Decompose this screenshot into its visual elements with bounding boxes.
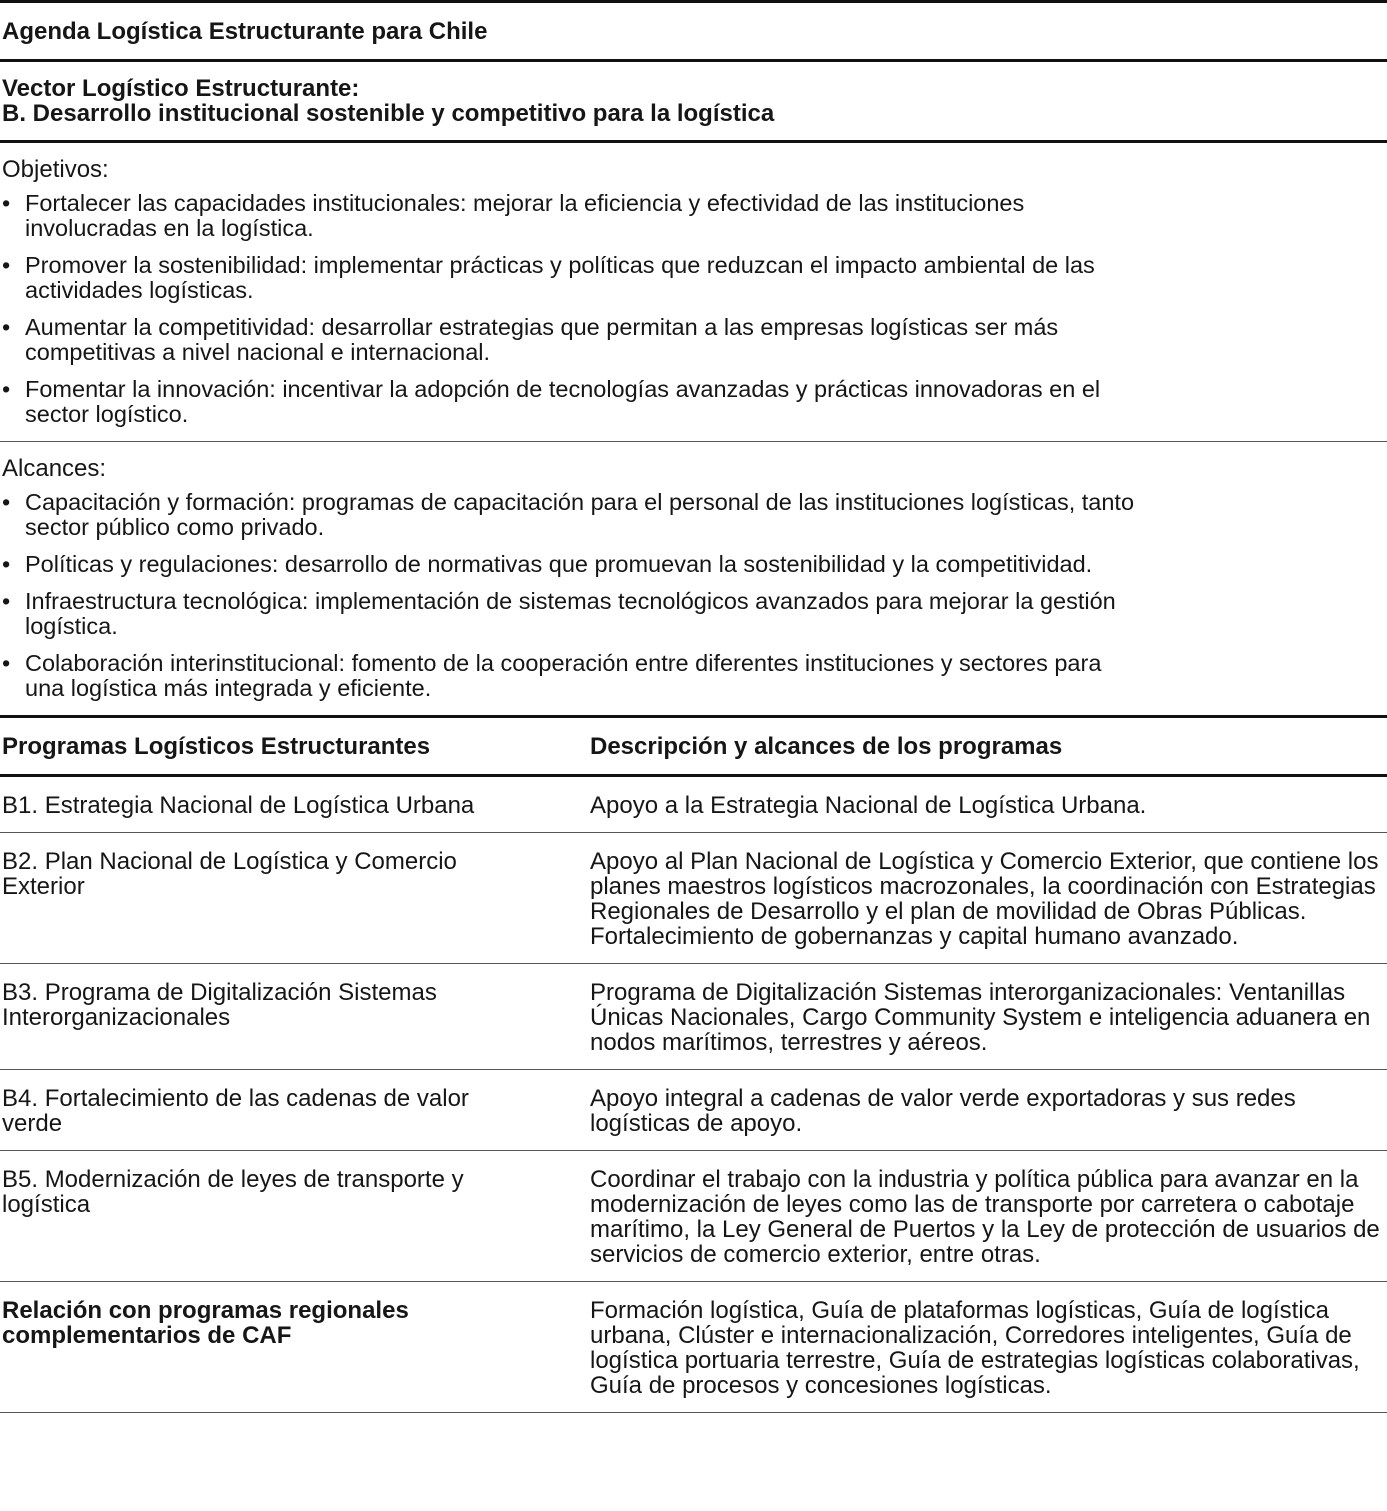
table-row	[0, 1151, 1387, 1281]
list-item	[2, 490, 1142, 540]
bullet-icon: •	[2, 190, 11, 216]
program-name: B4. Fortalecimiento de las cadenas de valor verde	[2, 1085, 469, 1137]
program-description: Apoyo al Plan Nacional de Logística y Comercio Exterior, que contiene los planes maestros logísticos macrozonales, la coordinación con Estrategias Regionales de Desarrollo y el plan de movilidad de Obras Públicas. Fortalecimiento de gobernanzas y capital humano avanzado.	[590, 848, 1379, 950]
related-programs-description: Formación logística, Guía de plataformas logísticas, Guía de logística urbana, Clúster e internacionalización, Corredores inteligentes, Guía de logística portuaria terrestre, Guía de estrategias logísticas colaborativas, Guía de procesos y concesiones logísticas.	[590, 1297, 1360, 1399]
scope-section	[0, 442, 1387, 715]
table-row	[0, 833, 1387, 963]
bullet-icon: •	[2, 376, 11, 402]
list-item	[2, 552, 1142, 577]
vector-heading: Vector Logístico Estructurante:	[2, 75, 360, 102]
objective-text: Promover la sostenibilidad: implementar prácticas y políticas que reduzcan el impacto ambiental de las actividades logísticas.	[25, 252, 1095, 303]
objective-text: Fomentar la innovación: incentivar la adopción de tecnologías avanzadas y prácticas innovadoras en el sector logístico.	[25, 376, 1101, 427]
vector-name: B. Desarrollo institucional sostenible y competitivo para la logística	[2, 100, 775, 127]
scope-text: Infraestructura tecnológica: implementación de sistemas tecnológicos avanzados para mejorar la gestión logística.	[25, 588, 1116, 639]
vector-header	[0, 62, 1387, 140]
bullet-icon: •	[2, 252, 11, 278]
program-description: Apoyo a la Estrategia Nacional de Logística Urbana.	[590, 792, 1147, 819]
bullet-icon: •	[2, 551, 11, 577]
bullet-icon: •	[2, 650, 11, 676]
divider	[0, 1412, 1387, 1413]
program-name: B2. Plan Nacional de Logística y Comercio Exterior	[2, 848, 457, 900]
list-item	[2, 315, 1142, 365]
list-item	[2, 191, 1142, 241]
table-row	[0, 1070, 1387, 1150]
scope-text: Colaboración interinstitucional: fomento de la cooperación entre diferentes instituciones y sectores para una logística más integrada y eficiente.	[25, 650, 1102, 701]
document-title: Agenda Logística Estructurante para Chile	[2, 18, 488, 45]
program-description: Apoyo integral a cadenas de valor verde exportadoras y sus redes logísticas de apoyo.	[590, 1085, 1296, 1137]
program-name: B5. Modernización de leyes de transporte y logística	[2, 1166, 464, 1218]
scope-text: Políticas y regulaciones: desarrollo de normativas que promuevan la sostenibilidad y la competitividad.	[25, 551, 1093, 577]
objectives-section	[0, 143, 1387, 441]
column-header-description: Descripción y alcances de los programas	[590, 733, 1063, 760]
program-name: B1. Estrategia Nacional de Logística Urbana	[2, 792, 475, 819]
list-item	[2, 377, 1142, 427]
objective-text: Aumentar la competitividad: desarrollar estrategias que permitan a las empresas logísticas ser más competitivas a nivel nacional e internacional.	[25, 314, 1059, 365]
table-row	[0, 777, 1387, 832]
program-description: Coordinar el trabajo con la industria y política pública para avanzar en la modernización de leyes como las de transporte por carretera o cabotaje marítimo, la Ley General de Puertos y la Ley de protección de usuarios de servicios de comercio exterior, entre otras.	[590, 1166, 1380, 1268]
bullet-icon: •	[2, 314, 11, 340]
list-item	[2, 651, 1142, 701]
table-row	[0, 964, 1387, 1069]
objectives-list	[2, 191, 1142, 427]
program-description: Programa de Digitalización Sistemas interorganizacionales: Ventanillas Únicas Nacionales, Cargo Community System e inteligencia aduanera en nodos marítimos, terrestres y aéreos.	[590, 979, 1371, 1056]
related-programs-row	[0, 1282, 1387, 1412]
scope-label: Alcances:	[2, 455, 107, 482]
scope-list	[2, 490, 1142, 701]
bullet-icon: •	[2, 588, 11, 614]
scope-text: Capacitación y formación: programas de capacitación para el personal de las instituciones logísticas, tanto sector público como privado.	[25, 489, 1135, 540]
list-item	[2, 253, 1142, 303]
column-header-programs: Programas Logísticos Estructurantes	[2, 733, 431, 760]
related-programs-label: Relación con programas regionales complementarios de CAF	[2, 1297, 409, 1349]
program-name: B3. Programa de Digitalización Sistemas Interorganizacionales	[2, 979, 437, 1031]
objective-text: Fortalecer las capacidades institucionales: mejorar la eficiencia y efectividad de las instituciones involucradas en la logística.	[25, 190, 1025, 241]
objectives-label: Objetivos:	[2, 156, 109, 183]
bullet-icon: •	[2, 489, 11, 515]
list-item	[2, 589, 1142, 639]
table-header	[0, 718, 1387, 774]
